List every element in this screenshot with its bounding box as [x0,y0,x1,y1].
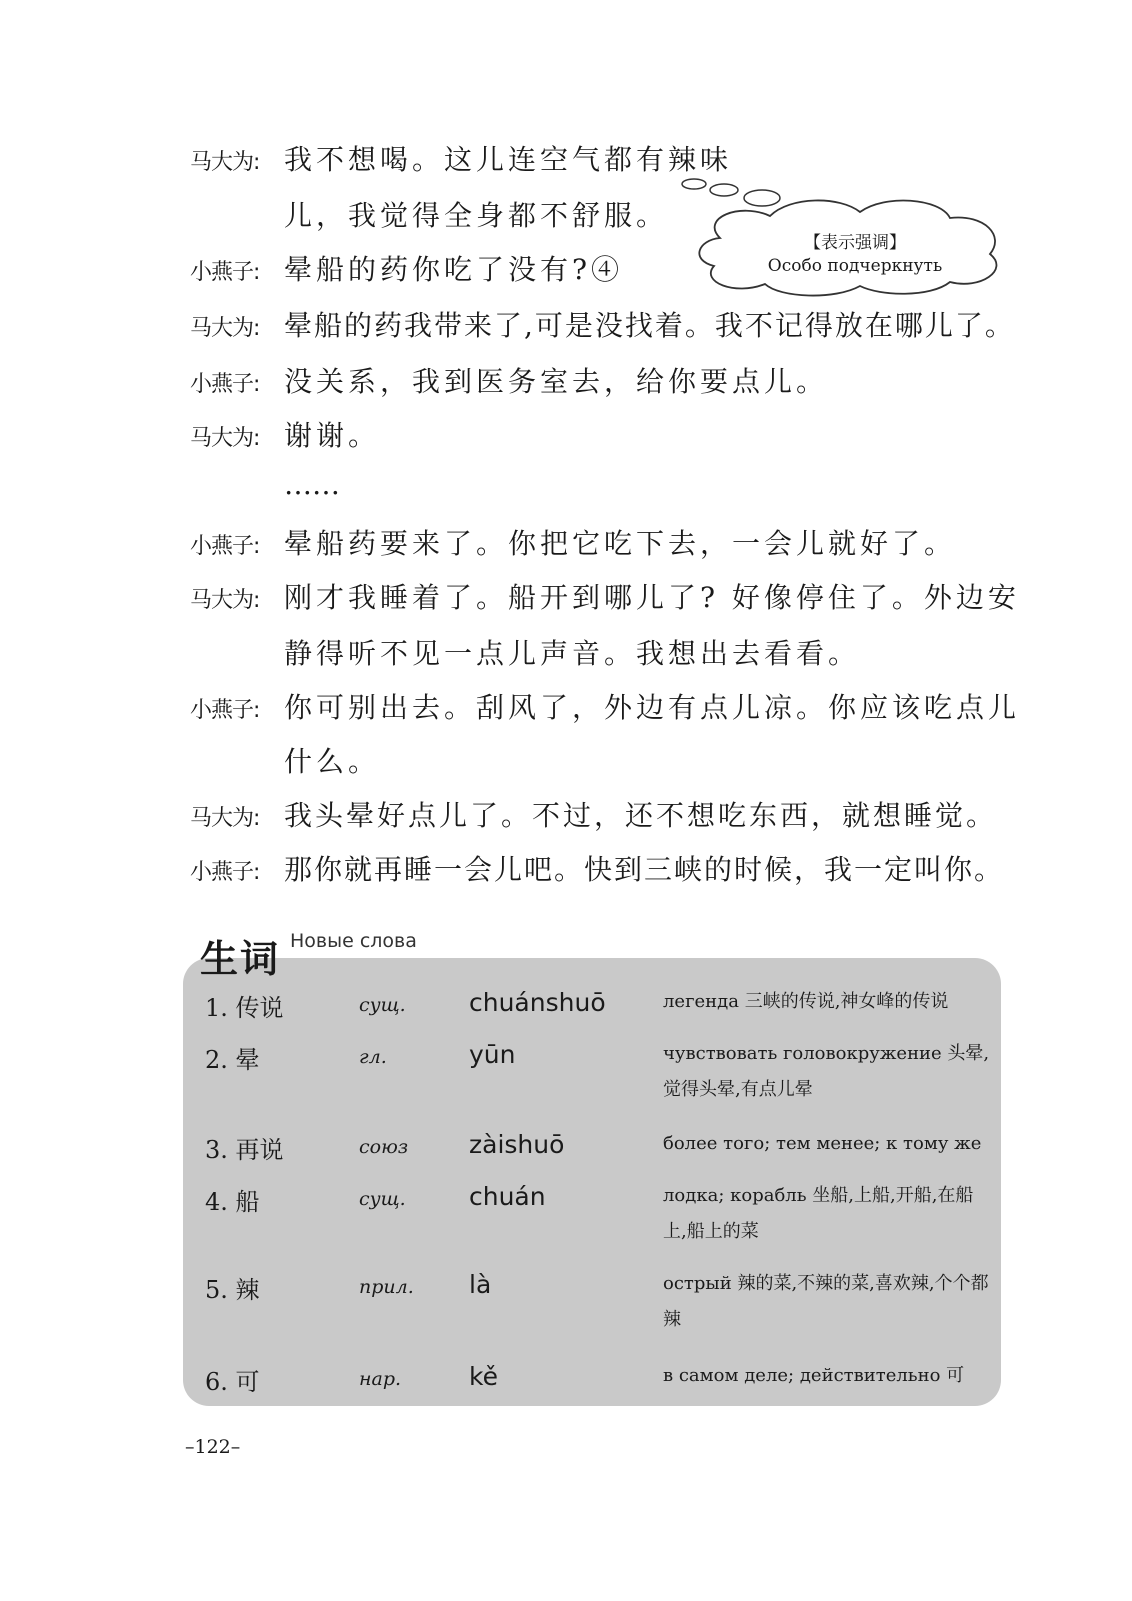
line-text: 我不想喝。这儿连空气都有辣味 [284,143,733,176]
line-text: …… [284,468,340,501]
vocab-title: 生词 [200,937,281,981]
vocab-pinyin: yūn [469,1040,516,1069]
speaker: 马大为: [190,588,260,613]
vocab-definition: чувствовать головокружение 头晕,觉得头晕,有点儿晕 [663,1043,990,1100]
vocab-pos: гл. [359,1046,387,1068]
speaker: 马大为: [190,806,260,831]
vocab-word: 2. 晕 [205,1046,260,1074]
vocab-word: 6. 可 [205,1368,260,1396]
line-text: 没关系，我到医务室去，给你要点儿。 [284,365,829,398]
speaker: 小燕子: [190,260,260,285]
vocab-pos: сущ. [359,1188,406,1210]
vocab-word: 1. 传说 [205,994,284,1022]
line-text: 刚才我睡着了。船开到哪儿了? 好像停住了。外边安 [284,581,1020,614]
vocab-definition: в самом деле; действительно 可 [663,1365,965,1386]
vocab-subtitle: Новые слова [290,930,417,952]
vocab-pos: сущ. [359,994,406,1016]
speaker: 小燕子: [190,534,260,559]
line-text: 什么。 [284,745,381,778]
vocab-pinyin: là [469,1270,492,1299]
line-text: 那你就再睡一会儿吧。快到三峡的时候，我一定叫你。 [284,853,1005,886]
line-text: 晕船的药你吃了没有?④ [284,253,624,286]
vocab-pinyin: chuánshuō [469,988,606,1017]
note-cloud [680,178,1010,298]
speaker: 小燕子: [190,860,260,885]
note-russian: Особо подчеркнуть [767,256,943,276]
vocab-word: 3. 再说 [205,1136,284,1164]
vocab-pos: союз [359,1136,409,1158]
vocab-definition: лодка; корабль 坐船,上船,开船,在船上,船上的菜 [663,1185,974,1242]
vocab-pinyin: kě [469,1362,498,1391]
speaker: 小燕子: [190,698,260,723]
line-text: 晕船药要来了。你把它吃下去，一会儿就好了。 [284,527,957,560]
line-text: 我头晕好点儿了。不过，还不想吃东西，就想睡觉。 [284,799,998,832]
line-text: 静得听不见一点儿声音。我想出去看看。 [284,637,861,670]
vocab-definition: более того; тем менее; к тому же [663,1133,982,1154]
line-text: 你可别出去。刮风了，外边有点儿凉。你应该吃点儿 [284,691,1021,724]
note-chinese: 【表示强调】 [804,233,906,253]
speaker: 马大为: [190,426,260,451]
vocab-word: 5. 辣 [205,1276,260,1304]
vocab-definition: легенда 三峡的传说,神女峰的传说 [663,991,949,1012]
vocab-pinyin: chuán [469,1182,546,1211]
line-text: 儿，我觉得全身都不舒服。 [284,199,669,232]
vocab-pos: нар. [359,1368,402,1390]
page-number: –122– [185,1436,241,1458]
vocab-pinyin: zàishuō [469,1130,565,1159]
speaker: 马大为: [190,316,260,341]
line-text: 谢谢。 [284,419,381,452]
vocab-definition: острый 辣的菜,不辣的菜,喜欢辣,个个都辣 [663,1273,989,1330]
line-text: 晕船的药我带来了,可是没找着。我不记得放在哪儿了。 [284,309,1015,342]
vocab-word: 4. 船 [205,1188,260,1216]
speaker: 马大为: [190,150,260,175]
speaker: 小燕子: [190,372,260,397]
vocabulary-box [183,958,1001,1406]
vocab-pos: прил. [359,1276,414,1298]
